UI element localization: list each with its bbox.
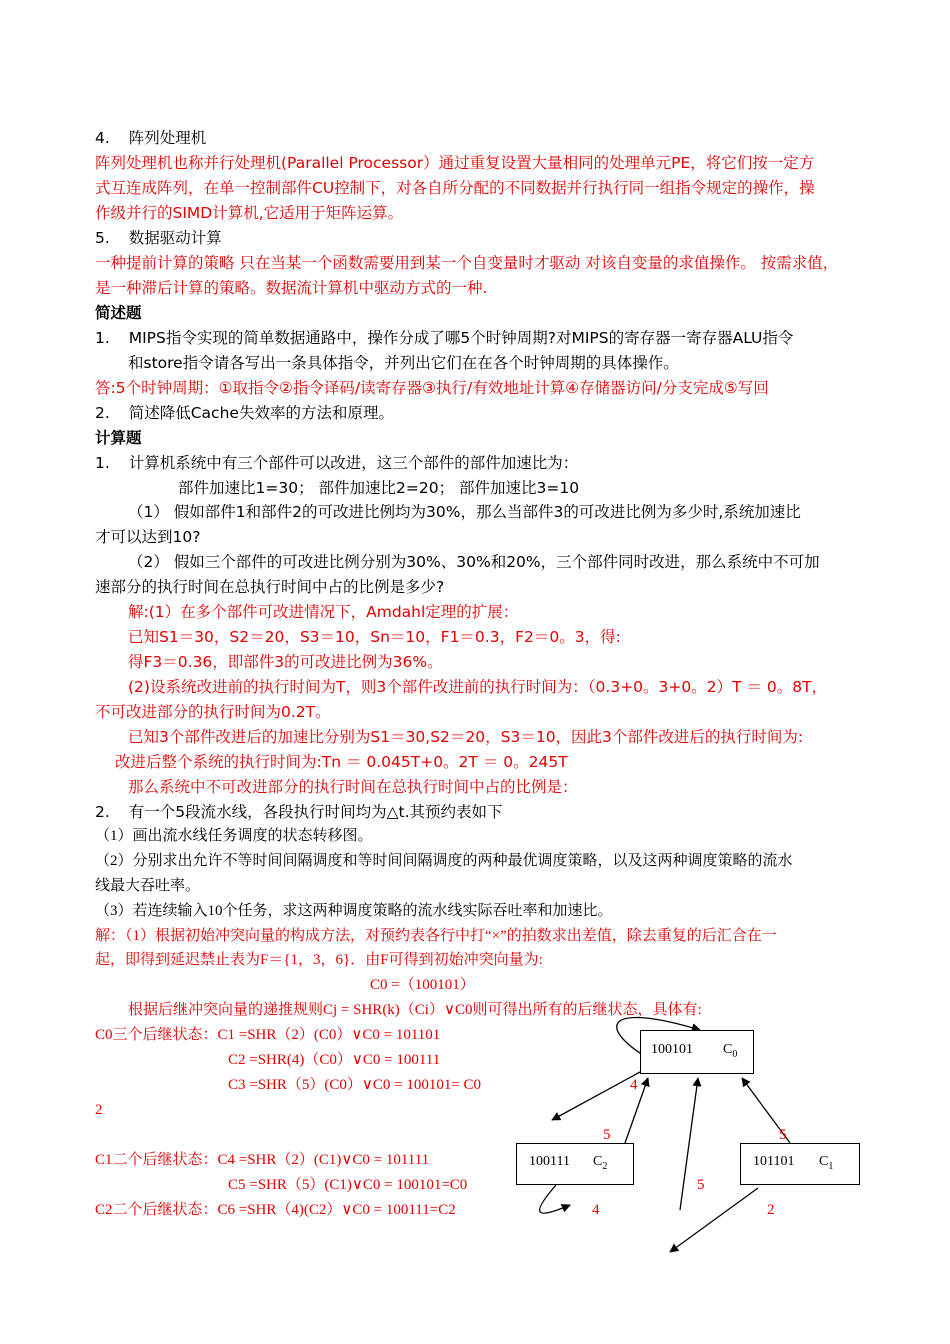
state-c0-letter: C [723, 1042, 733, 1057]
calc-sol1-line-8: 那么系统中不可改进部分的执行时间在总执行时间中占的比例是： [128, 778, 578, 796]
calc-sol2-line-5: C0三个后继状态：C1 =SHR（2）(C0）∨C0 = 101101 [95, 1027, 441, 1043]
sec5-line-2: 是一种滞后计算的策略。数据流计算机中驱动方式的一种. [95, 279, 488, 297]
calc-sol2-line-4: 根据后继冲突向量的递推规则Cj = SHR(k)（Ci）∨C0则可得出所有的后继状态，具体有: [128, 1002, 702, 1018]
state-c0-sub: 0 [732, 1049, 738, 1061]
calc-q2-text: 有一个5段流水线，各段执行时间均为△t.其预约表如下 [128, 803, 503, 821]
sec4-line-2: 式互连成阵列，在单一控制部件CU控制下，对各自所分配的不同数据并行执行同一组指令规定的操作，操 [95, 179, 815, 197]
sec4-line-1: 阵列处理机也称并行处理机(Parallel Processor）通过重复设置大量相同的处理单元PE，将它们按一定方 [95, 154, 815, 172]
arrow-c1-out [670, 1188, 758, 1252]
calc-sol2-line-11: C2二个后继状态：C6 =SHR（4)(C2）∨C0 = 100111=C2 [95, 1202, 456, 1218]
state-c1-code: 101101 [753, 1154, 795, 1169]
edge-label-5-mid: 5 [697, 1177, 705, 1193]
sec4-title: 阵列处理机 [128, 129, 207, 147]
arrow-up-c0 [680, 1078, 698, 1210]
calc-q1-speedups: 部件加速比1=30； 部件加速比2=20； 部件加速比3=10 [178, 479, 580, 497]
edge-label-4-top: 4 [630, 1077, 638, 1093]
calc-q1-num: 1. [95, 454, 110, 472]
calc-sol2-line-1: 解：（1）根据初始冲突向量的构成方法，对预约表各行中打“×”的拍数求出差值，除去重复的后汇合在一 [95, 928, 777, 944]
state-c0-code: 100101 [651, 1042, 693, 1057]
edge-label-2-bottom: 2 [767, 1202, 775, 1218]
calc-sol2-c0: C0 =（100101） [370, 977, 475, 993]
calc-sol1-line-5: 不可改进部分的执行时间为0.2T。 [95, 703, 331, 721]
sec5-num: 5. [95, 229, 110, 247]
short-a1-prefix: 答: [95, 379, 116, 397]
calc-q2-item-2b: 线最大吞吐率。 [95, 878, 201, 894]
c2-self-loop [540, 1185, 570, 1213]
calc-sol2-line-8: 2 [95, 1102, 103, 1118]
sec4-line-3: 作级并行的SIMD计算机,它适用于矩阵运算。 [95, 204, 404, 222]
calc-sol1-line-1: 解:(1）在多个部件可改进情况下，Amdahl定理的扩展： [128, 603, 519, 621]
short-q1-text: MIPS指令实现的简单数据通路中，操作分成了哪5个时钟周期?对MIPS的寄存器一寄存器ALU指令 [128, 329, 794, 347]
calc-sol1-line-6: 已知3个部件改进后的加速比分别为S1＝30,S2＝20，S3＝10，因此3个部件改进后的执行时间为: [128, 728, 804, 746]
calc-sol1-line-4: (2)设系统改进前的执行时间为T，则3个部件改进前的执行时间为：（0.3+0。3+0。2）T ＝ 0。8T， [128, 678, 828, 696]
calc-q2-item-1: （1）画出流水线任务调度的状态转移图。 [95, 828, 373, 844]
state-c2-code: 100111 [529, 1154, 570, 1169]
calc-sol2-line-10: C5 =SHR（5）(C1)∨C0 = 100101=C0 [228, 1177, 468, 1193]
calc-sol2-line-9: C1二个后继状态：C4 =SHR（2）(C1)∨C0 = 101111 [95, 1152, 430, 1168]
state-c1-letter: C [819, 1154, 829, 1169]
calc-q1-p1-line-2: 才可以达到10? [95, 528, 201, 546]
state-c0-label [723, 1040, 737, 1060]
calc-sol1-line-3: 得F3＝0.36，即部件3的可改进比例为36%。 [128, 653, 443, 671]
arrow-c0-c2 [552, 1072, 640, 1120]
sec5-title: 数据驱动计算 [128, 229, 222, 247]
sec4-num: 4. [95, 129, 110, 147]
calc-q1-p1-line-1: （1） 假如部件1和部件2的可改进比例均为30%，那么当部件3的可改进比例为多少时,系统加速比 [128, 503, 801, 521]
calc-sol2-line-6: C2 =SHR(4)（C0）∨C0 = 100111 [228, 1052, 441, 1068]
short-a1-text: 5个时钟周期：①取指令②指令译码/读寄存器③执行/有效地址计算④存储器访问/分支完成⑤写回 [115, 379, 769, 397]
calc-sol1-line-2: 已知S1＝30，S2＝20，S3＝10，Sn＝10，F1＝0.3，F2＝0。3，得: [128, 628, 621, 646]
calc-heading: 计算题 [95, 429, 142, 447]
short-q2-text: 简述降低Cache失效率的方法和原理。 [128, 404, 394, 422]
calc-sol2-line-2: 起，即得到延迟禁止表为F＝{1，3，6}．由F可得到初始冲突向量为: [95, 952, 543, 968]
calc-q1-p2-line-2: 速部分的执行时间在总执行时间中占的比例是多少? [95, 578, 445, 596]
state-c2-label [593, 1152, 607, 1172]
state-c1 [740, 1143, 860, 1185]
calc-sol2-line-7: C3 =SHR（5）(C0）∨C0 = 100101= C0 [228, 1077, 482, 1093]
state-c1-sub: 1 [828, 1161, 834, 1173]
calc-q2-item-3: （3）若连续输入10个任务，求这两种调度策略的流水线实际吞吐率和加速比。 [95, 903, 613, 919]
short-heading: 简述题 [95, 304, 142, 322]
state-c2-sub: 2 [602, 1161, 608, 1173]
sec5-line-1: 一种提前计算的策略 只在当某一个函数需要用到某一个自变量时才驱动 对该自变量的求值操作。 按需求值， [95, 254, 839, 272]
calc-sol1-line-7: 改进后整个系统的执行时间为:Tn ＝ 0.045T+0。2T ＝ 0。245T [115, 753, 568, 771]
edge-label-4-bottom: 4 [592, 1202, 600, 1218]
calc-q1-text: 计算机系统中有三个部件可以改进，这三个部件的部件加速比为： [128, 454, 579, 472]
edge-label-5-right: 5 [779, 1127, 787, 1143]
short-q1-line-2: 和store指令请各写出一条具体指令，并列出它们在在各个时钟周期的具体操作。 [128, 354, 679, 372]
state-c2 [516, 1143, 634, 1185]
state-c1-label [819, 1152, 833, 1172]
edge-label-5-left: 5 [603, 1127, 611, 1143]
calc-q2-num: 2. [95, 803, 110, 821]
short-q2-num: 2. [95, 404, 110, 422]
calc-q1-p2-line-1: （2） 假如三个部件的可改进比例分别为30%、30%和20%，三个部件同时改进，那么系统中不可加 [128, 553, 820, 571]
state-c0 [640, 1030, 754, 1074]
state-c2-letter: C [593, 1154, 603, 1169]
calc-q2-item-2: （2）分别求出允许不等时间间隔调度和等时间间隔调度的两种最优调度策略，以及这两种调度策略的流水 [95, 853, 793, 869]
short-q1-num: 1. [95, 329, 110, 347]
